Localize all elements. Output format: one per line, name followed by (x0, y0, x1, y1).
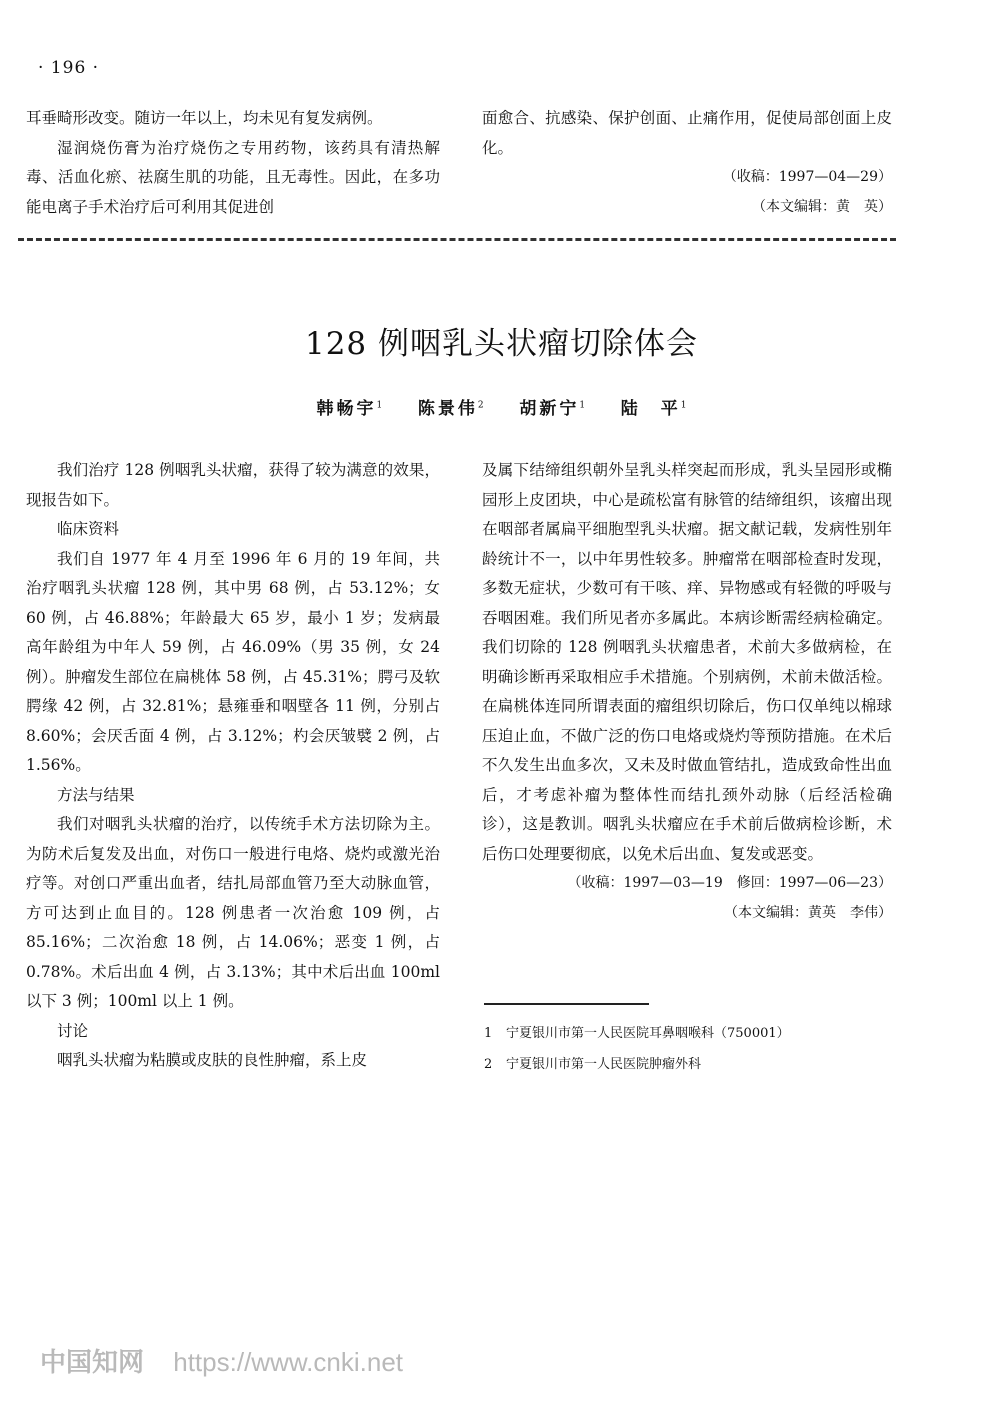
author: 韩畅宇$^1$ (316, 399, 383, 419)
paragraph: 及属下结缔组织朝外呈乳头样突起而形成，乳头呈园形或椭园形上皮团块，中心是疏松富有脉管的结缔组织，该瘤出现在咽部者属扁平细胞型乳头状瘤。据文献记载，发病性别年龄统计不一，以中年男性较多。肿瘤常在咽部检查时发现，多数无症状，少数可有干咳、痒、异物感或有轻微的呼吸与吞咽困难。我们所见者亦多属此。本病诊断需经病检确定。我们切除的 128 例咽乳头状瘤患者，术前大多做病检，在明确诊断再采取相应手术措施。个别病例，术前未做活检。在扁桃体连同所谓表面的瘤组织切除后，伤口仅单纯以棉球压迫止血，不做广泛的伤口电烙或烧灼等预防措施。在术后不久发生出血多次，又未及时做血管结扎，造成致命性出血后，才考虑补瘤为整体性而结扎颈外动脉（后经活检确诊），这是教训。咽乳头状瘤应在手术前后做病检诊断，术后伤口处理要彻底，以免术后出血、复发或恶变。 (482, 461, 892, 863)
paragraph: 耳垂畸形改变。随访一年以上，均未见有复发病例。 (26, 109, 383, 127)
paragraph: 咽乳头状瘤为粘膜或皮肤的良性肿瘤，系上皮 (57, 1051, 368, 1069)
watermark-logo: 中国知网 (40, 1347, 145, 1377)
intro-paragraph: 我们治疗 128 例咽乳头状瘤，获得了较为满意的效果，现报告如下。 (26, 461, 440, 509)
section-heading: 方法与结果 (57, 785, 135, 804)
section-divider (18, 238, 896, 241)
top-left-column (26, 104, 440, 222)
author-line (0, 394, 1003, 419)
watermark-url: https://www.cnki.net (173, 1347, 404, 1377)
watermark (40, 1342, 403, 1379)
editor-credit: （本文编辑：黄 英） (752, 198, 892, 215)
article-title: 128 例咽乳头状瘤切除体会 (304, 326, 699, 362)
author: 胡新宁$^1$ (519, 399, 586, 419)
page-number: · 196 · (38, 58, 100, 78)
received-date: （收稿：1997—03—19 修回：1997—06—23） (567, 875, 892, 891)
main-right-column (482, 456, 892, 928)
footnote: 1 宁夏银川市第一人民医院耳鼻咽喉科（750001） (484, 1026, 790, 1041)
footnotes (484, 1018, 904, 1080)
editor-credit: （本文编辑：黄英 李伟） (724, 904, 892, 921)
top-right-column (482, 104, 892, 222)
main-left-column (26, 456, 440, 1076)
footnote-rule (484, 1003, 649, 1005)
received-date: （收稿：1997—04—29） (722, 169, 892, 185)
paragraph: 我们自 1977 年 4 月至 1996 年 6 月的 19 年间，共治疗咽乳头状瘤 128 例，其中男 68 例，占 53.12%；女 60 例，占 46.88%；年龄最大 65 岁，最小 1 岁；发病最高年龄组为中年人 59 例，占 46.09%（男 35 例，女 24 例）。肿瘤发生部位在扁桃体 58 例，占 45.31%；腭弓及软腭缘 42 例，占 32.81%；悬雍垂和咽壁各 11 例，分别占 8.60%；会厌舌面 4 例，占 3.12%；杓会厌皱襞 2 例，占 1.56%。 (26, 549, 440, 774)
paragraph: 湿润烧伤膏为治疗烧伤之专用药物，该药具有清热解毒、活血化瘀、祛腐生肌的功能，且无毒性。因此，在多功能电离子手术治疗后可利用其促进创 (26, 138, 440, 216)
paragraph: 面愈合、抗感染、保护创面、止痛作用，促使局部创面上皮化。 (482, 109, 892, 157)
paragraph: 我们对咽乳头状瘤的治疗，以传统手术方法切除为主。为防术后复发及出血，对伤口一般进行电烙、烧灼或激光治疗等。对创口严重出血者，结扎局部血管乃至大动脉血管，方可达到止血目的。128 例患者一次治愈 109 例，占 85.16%；二次治愈 18 例，占 14.06%；恶变 1 例，占 0.78%。术后出血 4 例，占 3.13%；其中术后出血 100ml 以下 3 例；100ml 以上 1 例。 (26, 815, 440, 1010)
section-heading: 讨论 (57, 1021, 89, 1040)
author: 陆 平$^1$ (620, 399, 687, 419)
section-heading: 临床资料 (57, 520, 120, 538)
author: 陈景伟$^2$ (417, 399, 484, 419)
footnote: 2 宁夏银川市第一人民医院肿瘤外科 (484, 1057, 702, 1072)
